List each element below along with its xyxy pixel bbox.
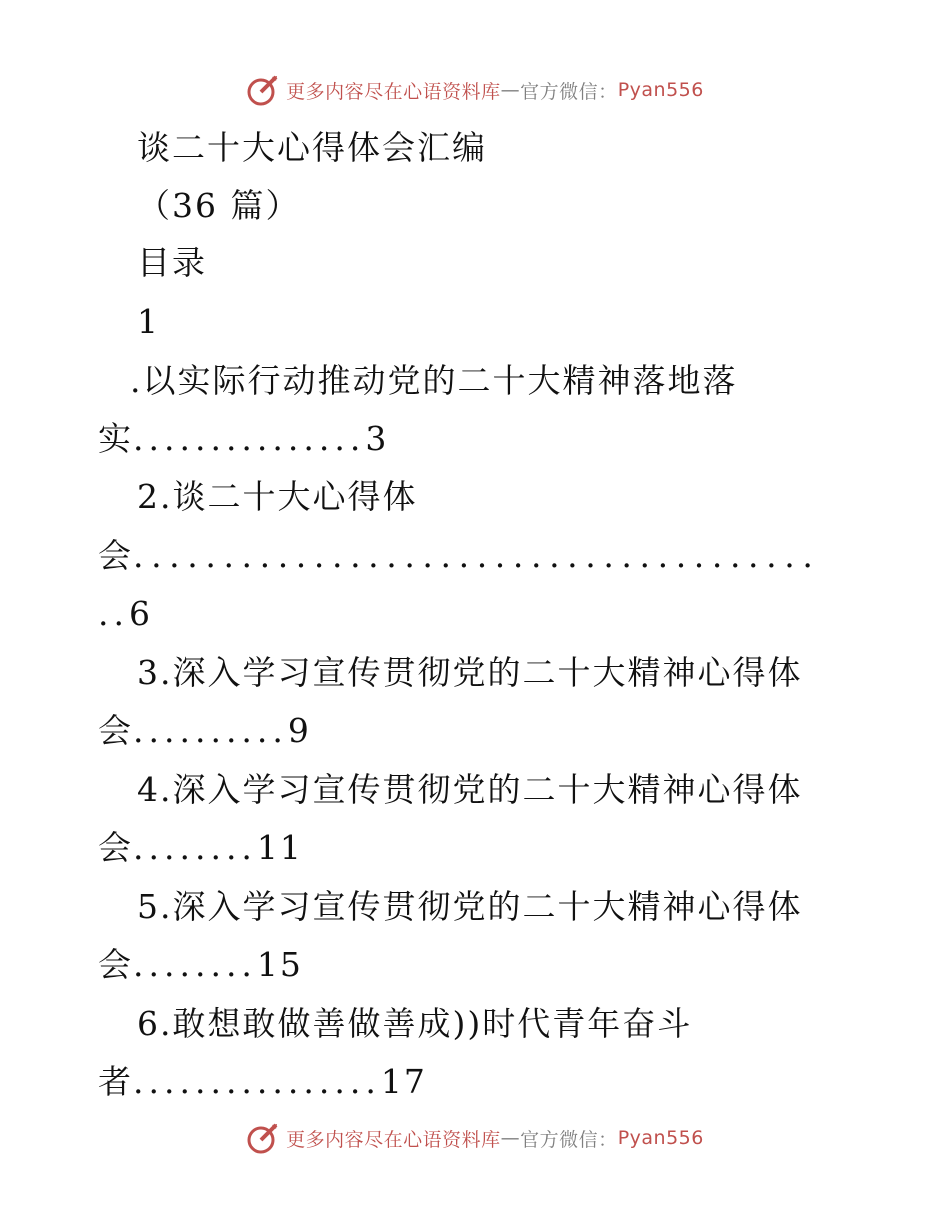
toc-heading: 目录 [137,243,207,282]
pen-logo-icon [246,73,280,107]
banner-middle: 官方微信： [520,80,618,103]
toc-entry-4-title: 4.深入学习宣传贯彻党的二十大精神心得体 [137,770,803,809]
toc-entry-1-tail: 实 [98,419,133,458]
toc-entry-2-tail: 会 [98,536,133,575]
toc-entry-2-title: 2.谈二十大心得体 [137,477,418,516]
banner-prefix: 更多内容尽在心语资料库 [286,1128,501,1151]
toc-entry-1-title: .以实际行动推动党的二十大精神落地落 [130,361,738,400]
header-banner [0,70,950,110]
toc-entry-1-number: 1 [137,302,160,341]
toc-entry-3-page: 9 [287,711,311,750]
toc-entry-1-leader [98,419,388,459]
toc-entry-3-title: 3.深入学习宣传贯彻党的二十大精神心得体 [137,653,803,692]
footer-banner [0,1118,950,1158]
toc-entry-2-dots2: .. [98,594,129,633]
banner-prefix: 更多内容尽在心语资料库 [286,80,501,103]
banner-account: Pyan556 [617,79,704,101]
toc-entry-4-dots: ........ [133,828,257,867]
toc-entry-2-dots: ...................................... [133,536,821,575]
banner-dash: — [500,1127,521,1149]
toc-entry-4-page: 11 [256,828,303,867]
pen-logo-icon [246,1121,280,1155]
toc-entry-3-dots: .......... [133,711,288,750]
toc-entry-1-page: 3 [365,419,389,458]
toc-entry-6-dots: ................ [133,1062,381,1101]
toc-entry-6-title: 6.敢想敢做善做善成))时代青年奋斗 [137,1004,693,1043]
banner-dash: — [500,79,521,101]
toc-entry-2-leader [98,536,820,576]
toc-entry-3-leader [98,711,311,751]
toc-entry-1-dots: ............... [133,419,366,458]
toc-entry-5-leader [98,945,303,985]
toc-entry-2-leader-cont [98,594,152,634]
toc-entry-6-page: 17 [380,1062,427,1101]
toc-entry-3-tail: 会 [98,711,133,750]
doc-title: 谈二十大心得体会汇编 [137,128,487,167]
toc-entry-5-page: 15 [256,945,303,984]
toc-entry-6-leader [98,1062,427,1102]
toc-entry-2-page: 6 [128,594,152,633]
toc-entry-5-dots: ........ [133,945,257,984]
doc-count: （36 篇） [137,186,301,225]
toc-entry-4-tail: 会 [98,828,133,867]
toc-entry-5-title: 5.深入学习宣传贯彻党的二十大精神心得体 [137,887,803,926]
banner-middle: 官方微信： [520,1128,618,1151]
toc-entry-4-leader [98,828,303,868]
banner-account: Pyan556 [617,1127,704,1149]
toc-entry-5-tail: 会 [98,945,133,984]
toc-entry-6-tail: 者 [98,1062,133,1101]
